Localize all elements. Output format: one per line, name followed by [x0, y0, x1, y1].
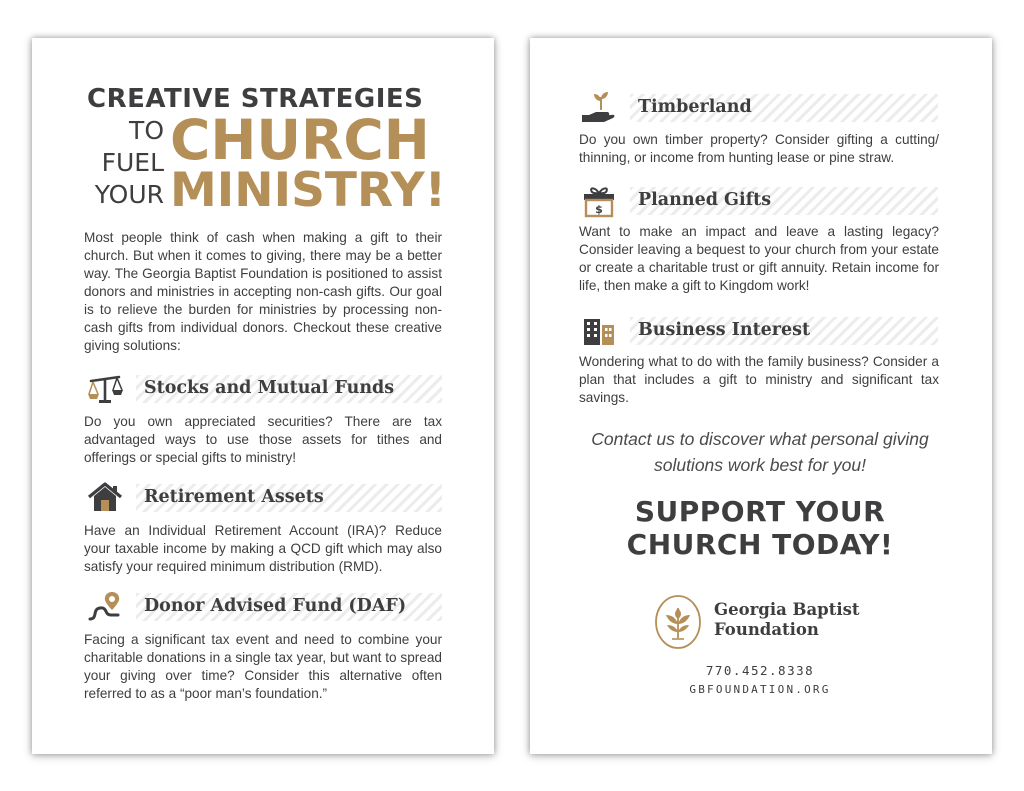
- headline-fuel: FUEL: [101, 148, 164, 177]
- logo-line-1: Georgia Baptist: [714, 600, 860, 619]
- section-header-planned-gifts: [578, 184, 938, 218]
- headline-ministry: MINISTRY!: [170, 163, 447, 218]
- section-title-timberland: Timberland: [638, 97, 752, 117]
- section-title-retirement: Retirement Assets: [144, 487, 324, 507]
- route-pin-icon: [86, 590, 124, 624]
- logo-line-2: Foundation: [714, 620, 819, 639]
- svg-text:$: $: [595, 203, 603, 216]
- section-header-retirement: [84, 481, 442, 515]
- section-header-daf: [84, 590, 442, 624]
- website-url: GBFOUNDATION.ORG: [689, 683, 831, 696]
- phone-number: 770.452.8338: [705, 663, 815, 678]
- section-text-retirement: Have an Individual Retirement Account (IRA)? Reduce your taxable income by making a QCD gift which may also satisfy your required minimum distribution (RMD).: [84, 523, 442, 574]
- leaf-emblem-icon: [654, 594, 702, 650]
- flyer-page-back: [530, 38, 992, 754]
- section-text-timberland: Do you own timber property? Consider gifting a cutting/ thinning, or income from hunting lease or pine straw.: [579, 132, 939, 165]
- hand-sprout-icon: [580, 91, 618, 125]
- foundation-logo-text: [714, 600, 860, 640]
- scales-icon: [86, 372, 124, 406]
- section-title-stocks: Stocks and Mutual Funds: [144, 378, 395, 398]
- support-line-2: CHURCH TODAY!: [626, 528, 894, 561]
- section-header-business-interest: [578, 314, 938, 348]
- contact-tagline: Contact us to discover what personal giving solutions work best for you!: [591, 429, 929, 475]
- office-building-icon: [580, 314, 618, 348]
- foundation-logo: [654, 594, 874, 650]
- flyer-page-front: [32, 38, 494, 754]
- section-title-business-interest: Business Interest: [638, 320, 811, 340]
- headline-church: CHURCH: [170, 108, 430, 172]
- section-text-planned-gifts: Want to make an impact and leave a lasting legacy? Consider leaving a bequest to your church from your estate or create a charitable trust or gift annuity. Retain income for life, then make a gift to Kingdom work!: [579, 224, 939, 293]
- house-icon: [86, 481, 124, 515]
- intro-paragraph: Most people think of cash when making a gift to their church. But when it comes to giving, there may be a better way. The Georgia Baptist Foundation is positioned to assist donors and ministries in accepting non-cash gifts. Our goal is to relieve the burden for ministries by processing non-cash gifts from individual donors. Checkout these creative giving solutions:: [84, 230, 442, 353]
- headline-to: TO: [129, 116, 164, 145]
- section-text-stocks: Do you own appreciated securities? There are tax advantaged ways to use those assets for tithes and offerings or special gifts to ministry!: [84, 414, 442, 465]
- section-text-daf: Facing a significant tax event and need to combine your charitable donations in a single tax year, but want to spread your giving over time? Consider this alternative often referred to as a “poor man’s foundation.”: [84, 632, 442, 701]
- section-text-business-interest: Wondering what to do with the family business? Consider a plan that includes a gift to ministry and significant tax savings.: [579, 354, 939, 405]
- support-heading: [560, 495, 960, 561]
- section-header-timberland: [578, 91, 938, 125]
- support-line-1: SUPPORT YOUR: [634, 495, 886, 528]
- section-title-daf: Donor Advised Fund (DAF): [144, 596, 407, 616]
- section-header-stocks: [84, 372, 442, 406]
- headline-creative-strategies: CREATIVE STRATEGIES: [87, 84, 424, 114]
- gift-box-icon: [580, 184, 618, 218]
- headline: [32, 38, 494, 238]
- headline-your: YOUR: [94, 180, 164, 209]
- section-title-planned-gifts: Planned Gifts: [638, 190, 772, 210]
